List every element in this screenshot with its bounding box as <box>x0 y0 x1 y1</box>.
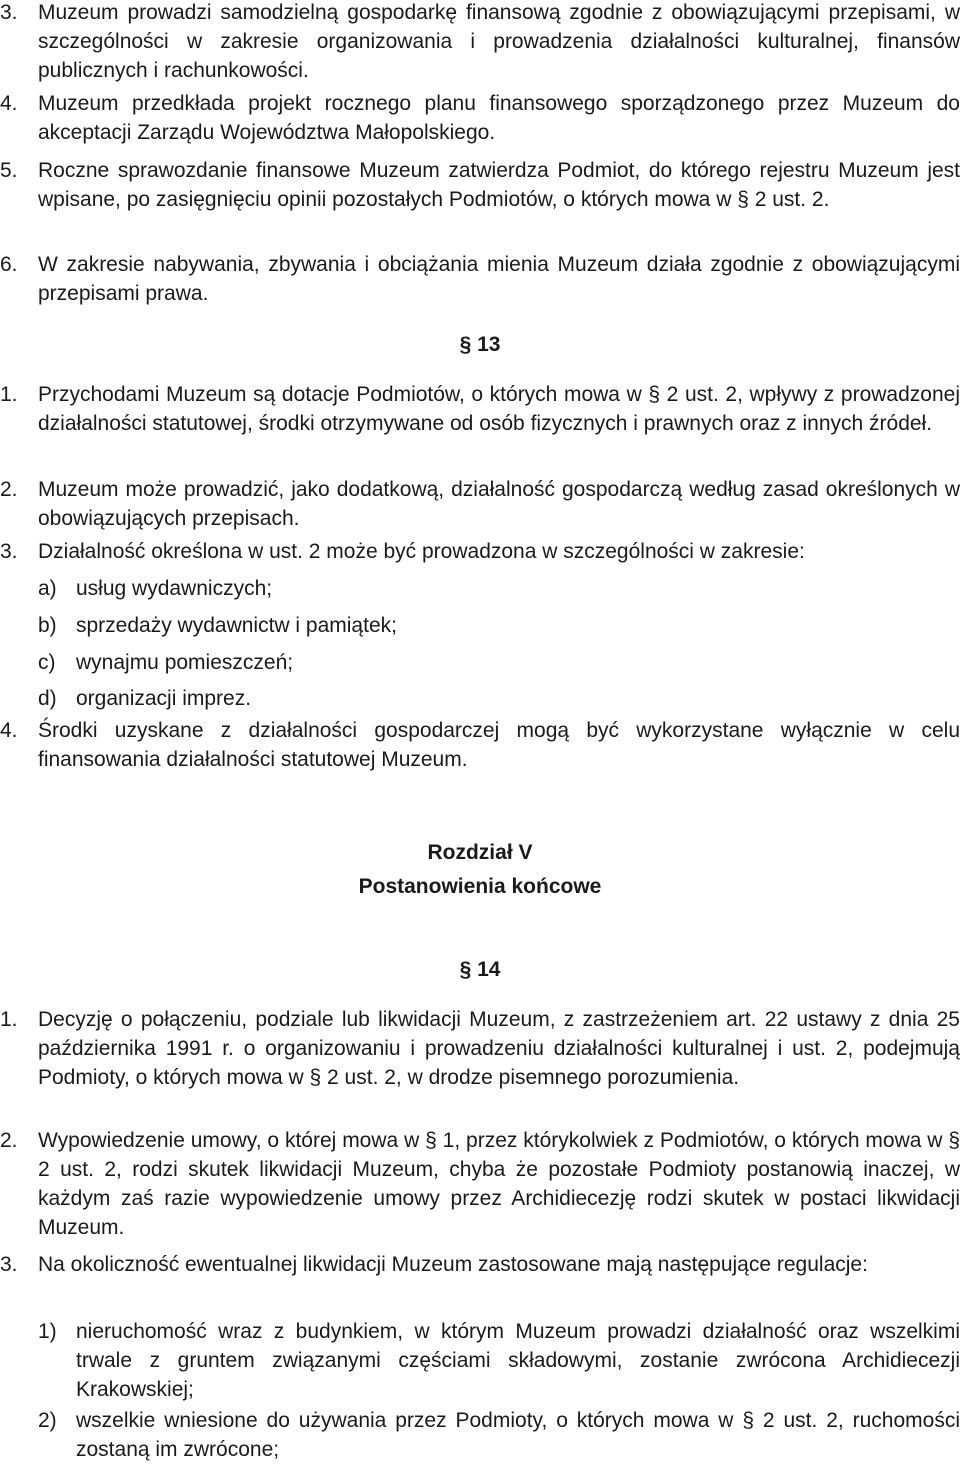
item-number: 1. <box>0 383 18 406</box>
item-number: 4. <box>0 719 18 742</box>
item-number: 1. <box>0 1008 18 1031</box>
item-text: Wypowiedzenie umowy, o której mowa w § 1, przez którykolwiek z Podmiotów, o których mowa w § 2 ust. 2, rodzi skutek likwidacji Muzeum, chyba że pozostałe Podmioty postanowią inaczej, w każdym zaś razie wypowiedzenie umowy przez Archidiecezję rodzi skutek w postaci likwidacji Muzeum. <box>38 1129 960 1239</box>
sub-item-text: sprzedaży wydawnictw i pamiątek; <box>76 614 397 637</box>
item-text: Roczne sprawozdanie finansowe Muzeum zatwierdza Podmiot, do którego rejestru Muzeum jest wpisane, po zasięgnięciu opinii pozostałych Podmiotów, o których mowa w § 2 ust. 2. <box>38 159 960 211</box>
sub-item-text: usług wydawniczych; <box>76 577 273 600</box>
chapter-number: Rozdział V <box>427 841 533 864</box>
sub-item-text: wszelkie wniesione do używania przez Podmioty, o których mowa w § 2 ust. 2, ruchomości zostaną im zwrócone; <box>76 1409 960 1461</box>
sub-item-text: nieruchomość wraz z budynkiem, w którym Muzeum prowadzi działalność oraz wszelkimi trwale z gruntem związanymi częściami składowymi, zostanie zwrócona Archidiecezji Krakowskiej; <box>76 1320 960 1401</box>
item-number: 2. <box>0 1129 18 1152</box>
item-text: Środki uzyskane z działalności gospodarczej mogą być wykorzystane wyłącznie w celu finansowania działalności statutowej Muzeum. <box>38 719 960 771</box>
item-number: 3. <box>0 1 18 24</box>
item-number: 3. <box>0 1253 18 1276</box>
item-text: Muzeum przedkłada projekt rocznego planu finansowego sporządzonego przez Muzeum do akceptacji Zarządu Województwa Małopolskiego. <box>38 92 960 144</box>
item-text: Działalność określona w ust. 2 może być prowadzona w szczególności w zakresie: <box>38 540 805 563</box>
item-text: Muzeum może prowadzić, jako dodatkową, działalność gospodarczą według zasad określonych w obowiązujących przepisach. <box>38 478 960 530</box>
paragraph-number: § 14 <box>459 958 501 981</box>
item-text: W zakresie nabywania, zbywania i obciążania mienia Muzeum działa zgodnie z obowiązującymi przepisami prawa. <box>38 253 960 305</box>
sub-item-label: 2) <box>38 1409 57 1432</box>
paragraph-number: § 13 <box>459 333 501 356</box>
item-text: Przychodami Muzeum są dotacje Podmiotów, o których mowa w § 2 ust. 2, wpływy z prowadzonej działalności statutowej, środki otrzymywane od osób fizycznych i prawnych oraz z innych źródeł. <box>38 383 960 435</box>
item-number: 5. <box>0 159 18 182</box>
item-number: 4. <box>0 92 18 115</box>
sub-item-label: 1) <box>38 1320 57 1343</box>
sub-item-text: wynajmu pomieszczeń; <box>76 651 294 674</box>
sub-item-label: b) <box>38 614 57 637</box>
sub-item-text: organizacji imprez. <box>76 687 252 710</box>
chapter-title: Postanowienia końcowe <box>358 875 602 898</box>
item-text: Muzeum prowadzi samodzielną gospodarkę finansową zgodnie z obowiązującymi przepisami, w szczególności w zakresie organizowania i prowadzenia działalności kulturalnej, finansów publicznych i rachunkowości. <box>38 1 960 82</box>
item-number: 2. <box>0 478 18 501</box>
item-text: Na okoliczność ewentualnej likwidacji Muzeum zastosowane mają następujące regulacje: <box>38 1253 868 1276</box>
item-number: 6. <box>0 253 18 276</box>
item-number: 3. <box>0 540 18 563</box>
sub-item-label: c) <box>38 651 56 674</box>
item-text: Decyzję o połączeniu, podziale lub likwidacji Muzeum, z zastrzeżeniem art. 22 ustawy z dnia 25 października 1991 r. o organizowaniu i prowadzeniu działalności kulturalnej i ust. 2, podejmują Podmioty, o których mowa w § 2 ust. 2, w drodze pisemnego porozumienia. <box>38 1008 960 1089</box>
sub-item-label: a) <box>38 577 57 600</box>
sub-item-label: d) <box>38 687 57 710</box>
